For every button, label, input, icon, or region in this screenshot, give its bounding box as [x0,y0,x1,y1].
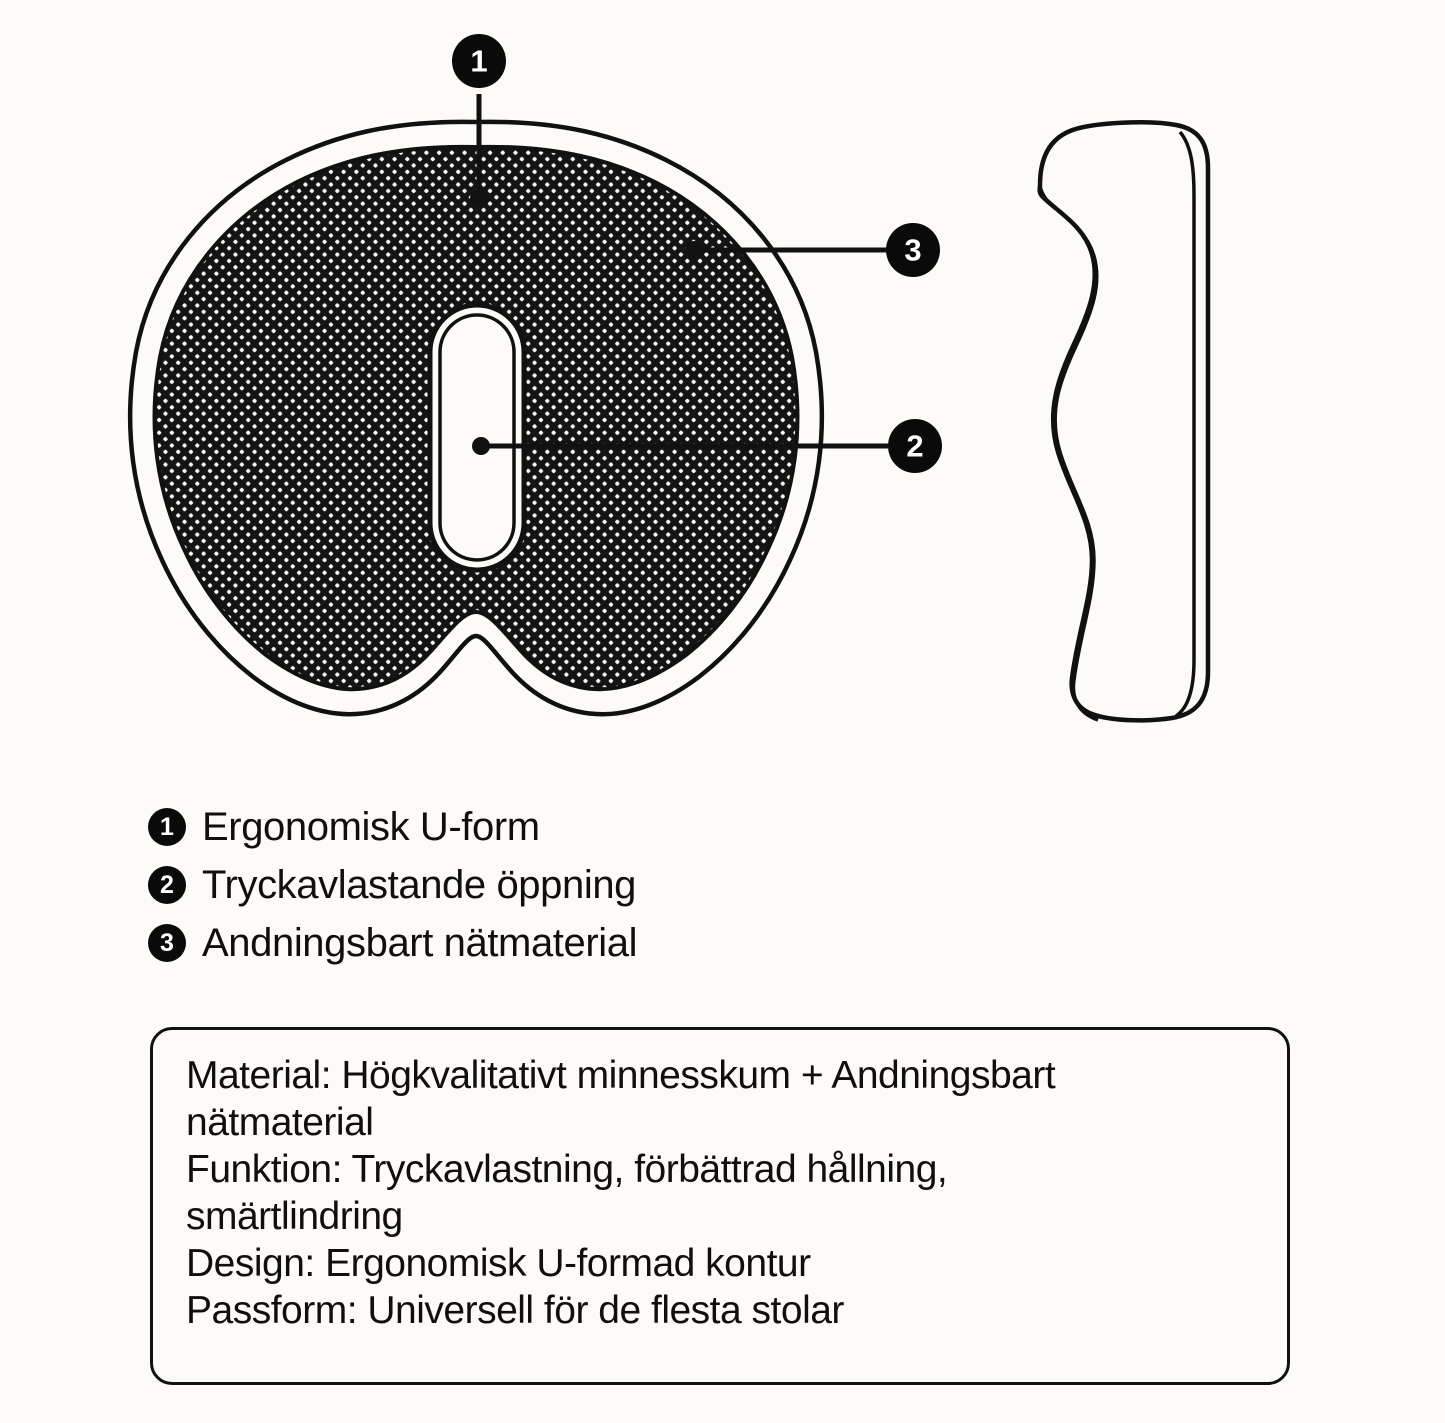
callout-badge-3-label: 3 [904,232,922,268]
specification-list [186,1052,1246,1334]
spec-line-fit: Passform: Universell för de flesta stolar [186,1289,844,1332]
callout-badge-1[interactable] [452,34,506,88]
spec-line-function-1: Funktion: Tryckavlastning, förbättrad hållning, [186,1148,948,1191]
spec-line-material-2: nätmaterial [186,1101,374,1144]
legend-badge-2: 2 [148,866,186,904]
spec-line-function-2: smärtlindring [186,1195,403,1238]
spec-line-design: Design: Ergonomisk U-formad kontur [186,1242,811,1285]
legend-list [148,800,1048,974]
spec-line-material-1: Material: Högkvalitativt minnesskum + Andningsbart [186,1054,1056,1097]
side-outline [1040,122,1208,720]
seat-cushion-side-view [1040,122,1208,722]
legend-label-3: Andningsbart nätmaterial [202,920,638,965]
legend-badge-1: 1 [148,808,186,846]
legend-badge-3: 3 [148,924,186,962]
specification-box [150,1027,1290,1385]
pressure-relief-opening [430,305,524,570]
legend-label-1: Ergonomisk U-form [202,804,540,849]
legend-item-3 [148,916,1048,970]
seat-cushion-top-view [130,122,822,714]
legend-item-2 [148,858,1048,912]
callout-badge-1-label: 1 [470,43,488,79]
callout-badge-3[interactable] [886,223,940,277]
legend-item-1 [148,800,1048,854]
legend-label-2: Tryckavlastande öppning [202,862,637,907]
callout-badge-2-label: 2 [906,428,924,464]
callout-badge-2[interactable] [888,419,942,473]
